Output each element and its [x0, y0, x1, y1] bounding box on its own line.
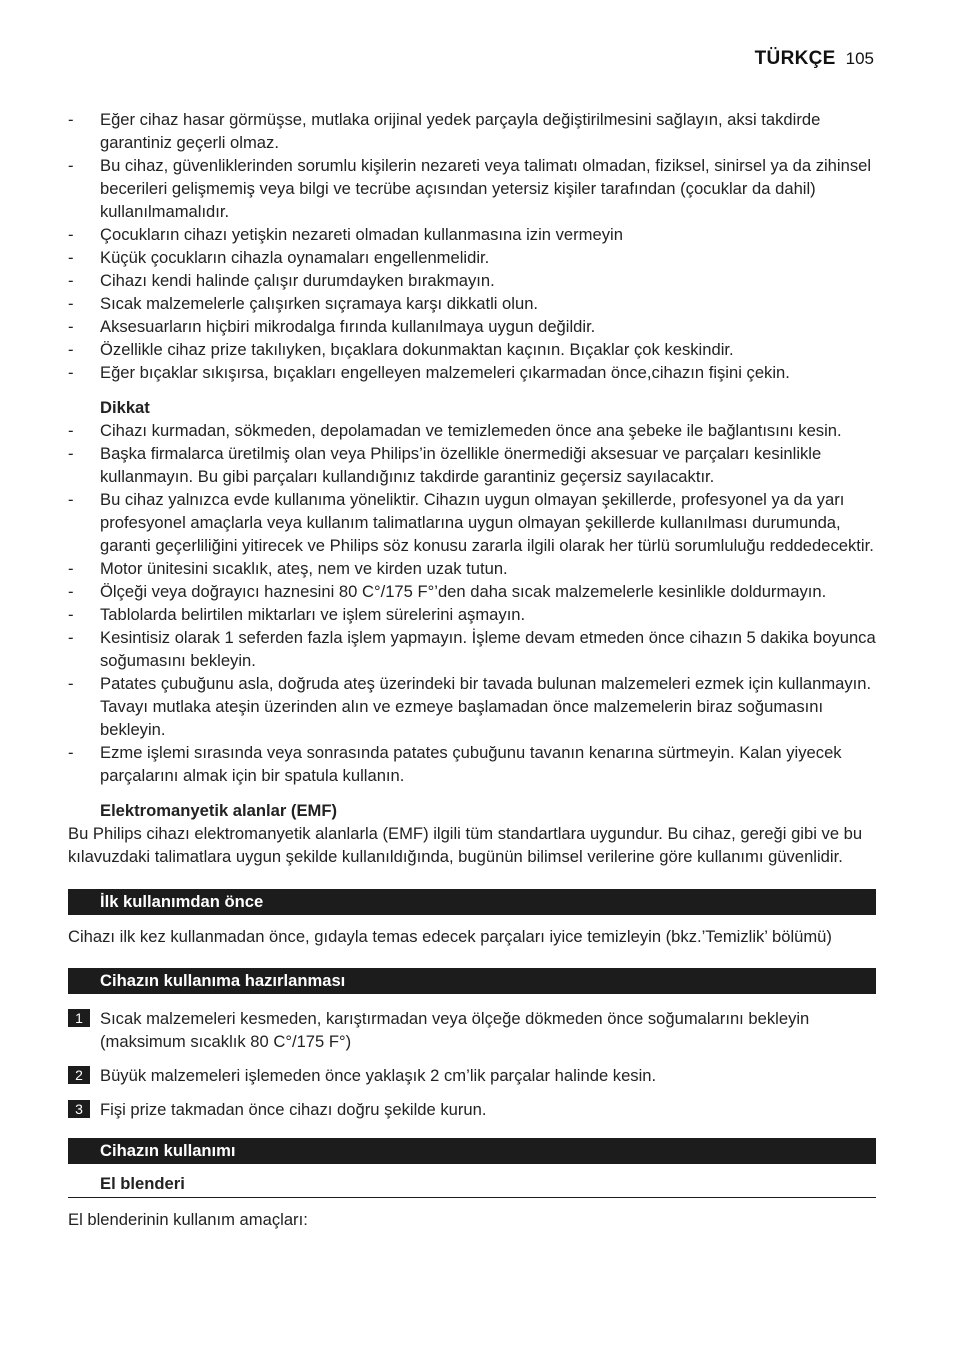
step-text: Fişi prize takmadan önce cihazı doğru şekilde kurun. — [100, 1100, 487, 1119]
list-item: - Ezme işlemi sırasında veya sonrasında patates çubuğunu tavanın kenarına sürtmeyin. Kalan yiyecek parçalarını almak için bir spatula kullanın. — [68, 741, 876, 787]
emf-heading: Elektromanyetik alanlar (EMF) — [100, 801, 337, 820]
list-item: - Patates çubuğunu asla, doğruda ateş üzerindeki bir tavada bulunan malzemeleri ezmek için kullanmayın. Tavayı mutlaka ateşin üzerinden alın ve ezmeye başlamadan önce malzemelerin biraz soğumasını bekleyin. — [68, 672, 876, 741]
step-text: Büyük malzemeleri işlemeden önce yaklaşık 2 cm’lik parçalar halinde kesin. — [100, 1066, 657, 1085]
language-label: TÜRKÇE — [754, 48, 836, 69]
list-item: - Bu cihaz, güvenliklerinden sorumlu kişilerin nezareti veya talimatı olmadan, fiziksel, sinirsel ya da zihinsel becerileri gelişmemiş veya bilgi ve tecrübe açısından yetersiz kişiler tarafından (çocuklar da dahil) kullanılmamalıdır. — [68, 154, 876, 223]
list-item: - Sıcak malzemelerle çalışırken sıçramaya karşı dikkatli olun. — [68, 292, 876, 315]
list-item: - Kesintisiz olarak 1 seferden fazla işlem yapmayın. İşleme devam etmeden önce cihazın 5 dakika boyunca soğumasını bekleyin. — [68, 626, 876, 672]
step-number: 1 — [68, 1009, 90, 1027]
emf-paragraph: Bu Philips cihazı elektromanyetik alanlarla (EMF) ilgili tüm standartlara uygundur. Bu cihaz, gereği gibi ve bu kılavuzdaki talimatlara uygun şekilde kullanıldığında, bugünün bilimsel verilerine göre kullanımı güvenlidir. — [68, 824, 863, 866]
section-bar-usage: Cihazın kullanımı — [68, 1138, 876, 1164]
list-item: - Küçük çocukların cihazla oynamaları engellenmelidir. — [68, 246, 876, 269]
step-item — [68, 1064, 876, 1087]
section-bar-first-use: İlk kullanımdan önce — [68, 889, 876, 915]
list-item: - Motor ünitesini sıcaklık, ateş, nem ve kirden uzak tutun. — [68, 557, 876, 580]
list-item: - Eğer cihaz hasar görmüşse, mutlaka orijinal yedek parçayla değiştirilmesini sağlayın, aksi takdirde garantiniz geçerli olmaz. — [68, 108, 876, 154]
step-number: 3 — [68, 1100, 90, 1118]
first-use-paragraph: Cihazı ilk kez kullanmadan önce, gıdayla temas edecek parçaları iyice temizleyin (bkz.’Temizlik’ bölümü) — [68, 927, 832, 946]
page-number: 105 — [845, 49, 874, 68]
list-item: - Cihazı kurmadan, sökmeden, depolamadan ve temizlemeden önce ana şebeke ile bağlantısını kesin. — [68, 419, 876, 442]
list-item: - Başka firmalarca üretilmiş olan veya Philips’in özellikle önermediği aksesuar ve parçaları kesinlikle kullanmayın. Bu gibi parçaları kullandığınız takdirde garantiniz geçersiz sayılacaktır. — [68, 442, 876, 488]
step-number: 2 — [68, 1066, 90, 1084]
step-item — [68, 1007, 876, 1053]
section-bar-preparation: Cihazın kullanıma hazırlanması — [68, 968, 876, 994]
list-item: - Ölçeği veya doğrayıcı haznesini 80 C°/175 F°’den daha sıcak malzemelerle kesinlikle doldurmayın. — [68, 580, 876, 603]
step-item — [68, 1098, 876, 1121]
step-text: Sıcak malzemeleri kesmeden, karıştırmadan veya ölçeğe dökmeden önce soğumalarını bekleyin (maksimum sıcaklık 80 C°/175 F°) — [100, 1009, 810, 1051]
list-item: - Cihazı kendi halinde çalışır durumdayken bırakmayın. — [68, 269, 876, 292]
list-item: - Tablolarda belirtilen miktarları ve işlem sürelerini aşmayın. — [68, 603, 876, 626]
usage-paragraph: El blenderinin kullanım amaçları: — [68, 1210, 308, 1229]
list-item: - Aksesuarların hiçbiri mikrodalga fırında kullanılmaya uygun değildir. — [68, 315, 876, 338]
caution-heading: Dikkat — [100, 398, 150, 417]
caution-list — [68, 419, 876, 787]
warnings-list — [68, 108, 876, 384]
list-item: - Çocukların cihazı yetişkin nezareti olmadan kullanmasına izin vermeyin — [68, 223, 876, 246]
subsection-heading: El blenderi — [68, 1172, 876, 1198]
page-content — [68, 108, 876, 1231]
list-item: - Eğer bıçaklar sıkışırsa, bıçakları engelleyen malzemeleri çıkarmadan önce,cihazın fişini çekin. — [68, 361, 876, 384]
list-item: - Bu cihaz yalnızca evde kullanıma yöneliktir. Cihazın uygun olmayan şekillerde, profesyonel ya da yarı profesyonel amaçlarla veya kullanım talimatlarına uygun olmayan şekillerde kullanılması durumunda, garanti geçerliliğini yitirecek ve Philips söz konusu zararla ilgili olarak her türlü sorumluluğu reddedecektir. — [68, 488, 876, 557]
page-header — [755, 48, 874, 70]
list-item: - Özellikle cihaz prize takılıyken, bıçaklara dokunmaktan kaçının. Bıçaklar çok keskindir. — [68, 338, 876, 361]
